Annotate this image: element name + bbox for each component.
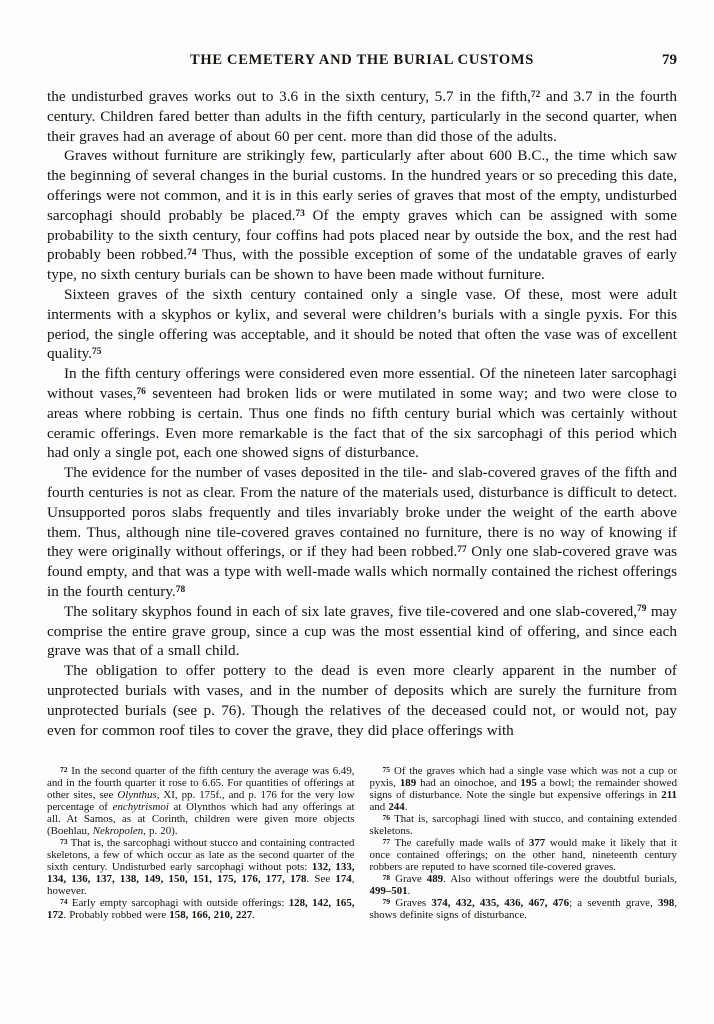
footnote-ref: 74 — [187, 248, 197, 259]
footnote-ref: 72 — [530, 89, 541, 100]
text-segment: 189 — [399, 777, 417, 790]
text-segment: Early empty sarcophagi with outside offerings: — [71, 897, 289, 910]
text-segment: Graves without furniture are strikingly few, particularly after about 600 B.C., the time which saw the beginning of several changes in the burial customs. In the hundred years or so preceding this date, offerings were not common, and it is in this early series of graves that most of the empty, undisturbed sarcophagi should probably be placed. — [47, 147, 677, 224]
text-segment: 377 — [528, 837, 546, 850]
footnote-ref: 76 — [136, 386, 146, 397]
footnote-marker: 77 — [382, 836, 391, 846]
text-segment: , p. 20). — [143, 825, 178, 838]
footnote — [370, 765, 678, 813]
text-segment: 499–501 — [369, 885, 408, 898]
text-segment: In the fifth century offerings were considered even more essential. Of the nineteen later sarcophagi without vases, — [47, 365, 677, 402]
text-segment: enchytrismoi — [112, 801, 169, 814]
text-segment: ; a seventh grave, — [569, 897, 658, 910]
text-segment: Olynthus — [117, 789, 157, 802]
text-segment: Of the empty graves which can be assigned with some probability to the sixth century, four coffins had pots placed near by outside the box, and the rest had probably been robbed. — [47, 206, 677, 264]
footnotes-section — [47, 765, 677, 921]
text-segment: The solitary skyphos found in each of six late graves, five tile-covered and one slab-covered, — [64, 602, 638, 620]
page-header — [47, 52, 677, 72]
text-segment: 128, 142, 165, 172 — [47, 897, 355, 922]
text-segment: . — [252, 909, 255, 922]
paragraph — [47, 602, 677, 661]
footnote — [370, 837, 678, 873]
text-segment: Sixteen graves of the sixth century contained only a single vase. Of these, most were adult interments with a skyphos or kylix, and several were children’s burials with a single pyxis. For this period, the single offering was acceptable, and it should be noted that often the vase was of excellent quality. — [47, 285, 677, 363]
text-segment: seventeen had broken lids or were mutilated in some way; and two were close to areas where robbing is certain. Thus one finds no fifth century burial which was certainly without ceramic offerings. Even more remarkable is the fact that of the six sarcophagi of this period which had only a single pot, each one showed signs of disturbance. — [47, 384, 677, 462]
text-segment: and — [369, 801, 389, 814]
text-segment: a bowl; the remainder showed signs of disturbance. Note the single but expensive offerings in — [369, 777, 678, 802]
text-segment: Only one slab-covered grave was found empty, and that was a type with well-made walls which normally contained the richest offerings in the fourth century. — [47, 543, 678, 600]
footnote-ref: 75 — [92, 347, 102, 358]
text-segment: 489 — [426, 873, 444, 886]
text-segment: Of the graves which had a single vase which was not a cup or pyxis, — [369, 765, 677, 790]
text-segment: . — [407, 885, 411, 898]
text-segment: . Probably robbed were — [63, 909, 170, 922]
footnote-marker: 75 — [382, 764, 391, 774]
text-segment: , shows definite signs of disturbance. — [369, 897, 678, 922]
footnote-marker: 76 — [382, 812, 391, 822]
footnote-marker: 74 — [60, 896, 68, 906]
text-segment: 132, 133, 134, 136, 137, 138, 149, 150, 151, 175, 176, 177, 178 — [47, 861, 355, 886]
footnote-ref: 77 — [457, 545, 467, 556]
paragraph — [47, 285, 677, 364]
text-segment: The obligation to offer pottery to the dead is even more clearly apparent in the number of unprotected burials with vases, and in the number of deposits which are surely the furniture from unprotected burials (see p. 76). Though the relatives of the deceased could not, or would not, pay even for common roof tiles to cover the grave, they did place offerings with — [47, 662, 677, 739]
page-number: 79 — [662, 52, 677, 68]
text-segment: That is, sarcophagi lined with stucco, and containing extended skeletons. — [369, 813, 677, 838]
text-segment: . See — [306, 873, 336, 886]
text-segment: Graves — [395, 897, 432, 910]
footnote-ref: 79 — [637, 604, 647, 615]
text-segment: at Olynthos which had any offerings at all. At Samos, as at Corinth, children were given more objects (Boehlau, — [47, 801, 355, 838]
page-content — [47, 52, 677, 921]
text-segment: , XI, pp. 175f., and p. 176 for the very low percentage of — [47, 789, 355, 814]
footnote-ref: 78 — [175, 584, 186, 595]
text-segment: The evidence for the number of vases deposited in the tile- and slab-covered graves of the fifth and fourth centuries is not as clear. From the nature of the materials used, disturbance is difficult to detect. Unsupported poros slabs frequently and tiles invariably broke under the weight of the earth above them. Thus, although nine tile-covered graves contained no furniture, there is no way of knowing if they were originally without offerings, or if they had been robbed. — [47, 464, 677, 561]
footnote-marker: 73 — [60, 836, 68, 846]
text-segment: may comprise the entire grave group, since a cup was the most essential kind of offering, and since each grave was that of a small child. — [47, 602, 677, 660]
text-segment: would make it likely that it once contained offerings; on the other hand, nineteenth century robbers are reputed to have scorned tile-covered graves. — [369, 837, 677, 874]
text-segment: That is, the sarcophagi without stucco and containing contracted skeletons, a few of which occur as late as the second quarter of the sixth century. Undisturbed early sarcophagi without pots: — [47, 837, 355, 874]
body-text — [47, 87, 677, 740]
text-segment: 244 — [388, 801, 405, 814]
text-segment: 158, 166, 210, 227 — [169, 909, 253, 922]
text-segment: 398 — [657, 897, 675, 910]
text-segment: Nekropolen — [92, 825, 144, 838]
text-segment: the undisturbed graves works out to 3.6 in the sixth century, 5.7 in the fifth, — [47, 88, 531, 105]
footnotes-right-column — [370, 765, 678, 921]
footnote — [370, 897, 678, 921]
text-segment: . Also without offerings were the doubtful burials, — [443, 873, 677, 886]
paragraph — [47, 146, 677, 285]
text-segment: and 3.7 in the fourth century. Children fared better than adults in the fifth century, particularly in the second quarter, when their graves had an average of about 60 per cent. more than did those of the adults. — [47, 88, 677, 145]
footnote — [370, 873, 678, 897]
text-segment: In the second quarter of the fifth century the average was 6.49, and in the fourth quarter it rose to 6.65. For quantities of offerings at other sites, see — [47, 765, 355, 802]
footnote — [370, 813, 678, 837]
paragraph — [47, 87, 677, 146]
text-segment: , however. — [47, 873, 355, 898]
footnote-marker: 72 — [60, 764, 68, 774]
paragraph — [47, 661, 677, 740]
text-segment: 374, 432, 435, 436, 467, 476 — [431, 897, 570, 910]
text-segment: 211 — [661, 789, 677, 802]
running-title: THE CEMETERY AND THE BURIAL CUSTOMS — [189, 52, 534, 68]
text-segment: had an oinochoe, and — [416, 777, 521, 790]
footnote — [47, 837, 355, 897]
text-segment: 174 — [335, 873, 352, 886]
footnote-ref: 73 — [295, 208, 305, 219]
paragraph — [47, 364, 677, 463]
paragraph — [47, 463, 677, 602]
footnote-marker: 78 — [382, 872, 391, 882]
footnote — [47, 765, 355, 837]
text-segment: Grave — [395, 873, 427, 886]
text-segment: The carefully made walls of — [394, 837, 529, 850]
text-segment: . — [404, 801, 408, 814]
text-segment: Thus, with the possible exception of some of the undatable graves of early type, no sixth century burials can be shown to have been made without furniture. — [47, 246, 677, 284]
footnote-marker: 79 — [382, 896, 391, 906]
text-segment: 195 — [520, 777, 537, 790]
footnote — [47, 897, 355, 921]
footnotes-left-column — [47, 765, 355, 921]
